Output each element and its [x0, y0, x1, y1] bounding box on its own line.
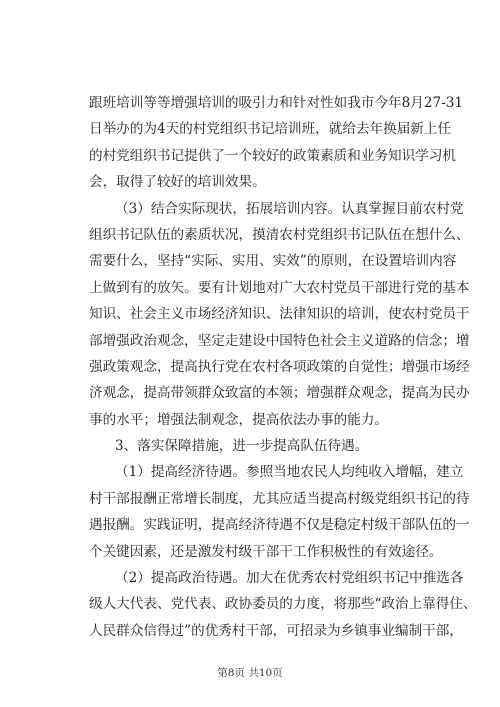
- text-line: 会，取得了较好的培训效果。: [89, 174, 266, 191]
- paragraph-start-line: （2）提高政治待遇。加大在优秀农村党组织书记中推选各: [115, 570, 464, 587]
- text-line: 的村党组织书记提供了一个较好的政策素质和业务知识学习机: [89, 147, 457, 164]
- paragraph-start-line: （3）结合实际现状，拓展培训内容。认真掌握目前农村党: [115, 200, 464, 217]
- text-line: 事的水平；增强法制观念，提高依法办事的能力。: [89, 411, 389, 428]
- page-footer: 第8页 共10页: [217, 667, 283, 679]
- text-line: 人民群众信得过”的优秀村干部，可招录为乡镇事业编制干部，: [89, 622, 463, 639]
- text-line: 知识、社会主义市场经济知识、法律知识的培训，使农村党员干: [89, 306, 470, 323]
- text-line: 遇报酬。实践证明，提高经济待遇不仅是稳定村级干部队伍的一: [89, 517, 470, 534]
- text-line: 上做到有的放矢。要有计划地对广大农村党员干部进行党的基本: [89, 279, 470, 296]
- text-line: 需要什么，坚持“实际、实用、实效”的原则，在设置培训内容: [89, 253, 457, 270]
- text-line: 济观念，提高带领群众致富的本领；增强群众观念，提高为民办: [89, 385, 470, 402]
- text-line: 村干部报酬正常增长制度，尤其应适当提高村级党组织书记的待: [89, 490, 470, 507]
- text-line: 个关键因素，还是激发村级干部干工作积极性的有效途径。: [89, 543, 443, 560]
- text-line: 强政策观念，提高执行党在农村各项政策的自觉性；增强市场经: [89, 358, 470, 375]
- text-line: 级人大代表、党代表、政协委员的力度，将那些“政治上靠得住、: [89, 596, 477, 613]
- body-text: [89, 90, 477, 644]
- section-heading-line: 3、落实保障措施，进一步提高队伍待遇。: [115, 438, 369, 455]
- text-line: 部增强政治观念，坚定走建设中国特色社会主义道路的信念；增: [89, 332, 470, 349]
- text-line: 跟班培训等等增强培训的吸引力和针对性如我市今年8月27-31: [89, 95, 464, 111]
- text-line: 组织书记队伍的素质状况，摸清农村党组织书记队伍在想什么、: [89, 226, 470, 243]
- text-line: 日举办的为4天的村党组织书记培训班，就给去年换届新上任: [89, 121, 452, 138]
- paragraph-start-line: （1）提高经济待遇。参照当地农民人均纯收入增幅，建立: [115, 464, 464, 481]
